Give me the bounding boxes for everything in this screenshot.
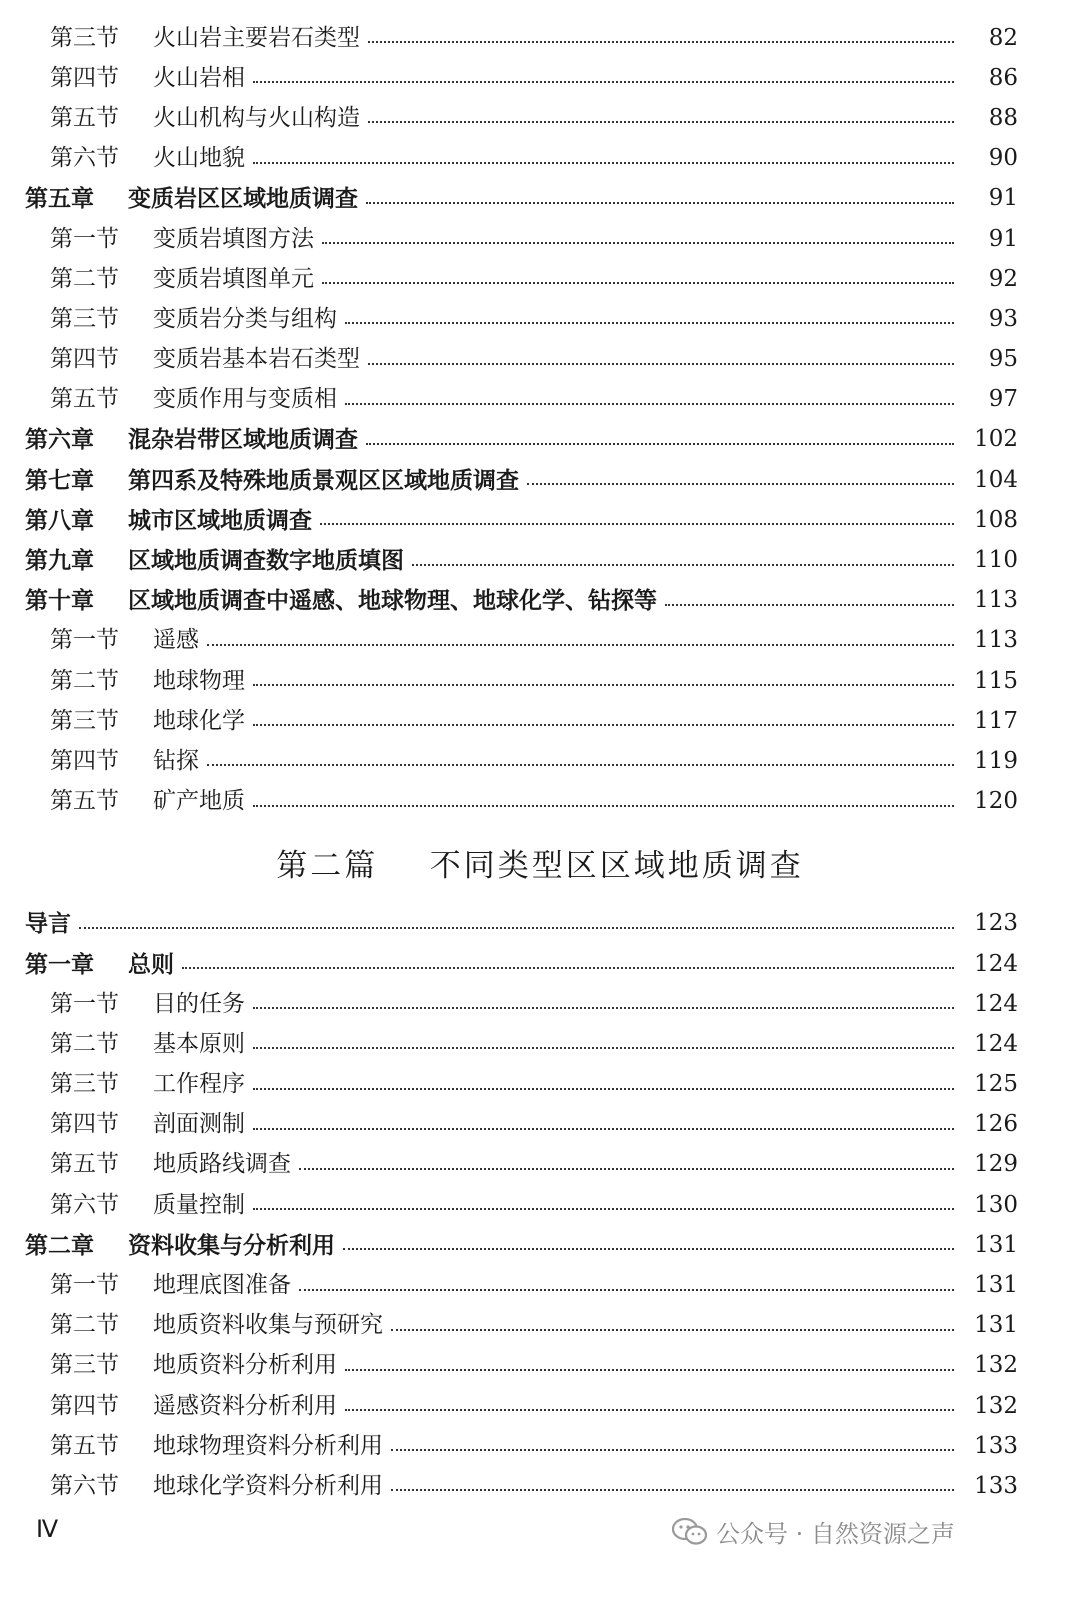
toc-entry (0, 340, 1080, 380)
toc-entry (0, 904, 1080, 944)
toc-entry-page: 119 (974, 747, 1018, 774)
part-number: 第二篇 (276, 848, 379, 885)
part-title: 不同类型区区域地质调查 (429, 848, 804, 885)
dot-leader (253, 805, 954, 807)
toc-entry (0, 98, 1080, 138)
toc-entry-page: 124 (974, 950, 1018, 977)
toc-entry-number: 第二节 (50, 265, 119, 292)
toc-entry-title: 火山岩相 (153, 64, 245, 91)
toc-entry-number: 第一节 (50, 990, 119, 1017)
toc-entry-page: 110 (974, 547, 1018, 574)
table-of-contents (0, 18, 1080, 1507)
toc-entry-title: 变质作用与变质相 (153, 386, 337, 413)
dot-leader (391, 1449, 954, 1451)
dot-leader (368, 363, 954, 365)
toc-entry-title: 地球化学资料分析利用 (153, 1472, 383, 1499)
toc-entry-number: 第一节 (50, 225, 119, 252)
dot-leader (343, 1248, 954, 1250)
toc-entry-page: 91 (988, 185, 1018, 212)
page-number: Ⅳ (36, 1517, 59, 1543)
toc-entry-number: 第一节 (50, 1272, 119, 1299)
toc-entry-page: 133 (974, 1472, 1018, 1499)
toc-entry-number: 第四节 (50, 747, 119, 774)
toc-entry (0, 299, 1080, 339)
toc-entry (0, 701, 1080, 741)
toc-entry-title: 资料收集与分析利用 (128, 1231, 335, 1259)
dot-leader (207, 644, 954, 646)
toc-entry-title: 变质岩基本岩石类型 (153, 346, 360, 373)
toc-entry-page: 132 (974, 1352, 1018, 1379)
dot-leader (345, 322, 954, 324)
toc-entry (0, 540, 1080, 580)
toc-entry-title: 区域地质调查数字地质填图 (128, 547, 404, 575)
part-heading (0, 822, 1080, 904)
toc-entry-page: 90 (988, 145, 1018, 172)
toc-entry-number: 第四节 (50, 1111, 119, 1138)
toc-entry (0, 1426, 1080, 1466)
toc-entry (0, 1225, 1080, 1265)
dot-leader (253, 162, 954, 164)
toc-entry-number: 第三节 (50, 1071, 119, 1098)
toc-entry-number: 第五节 (50, 788, 119, 815)
toc-entry-title: 工作程序 (153, 1071, 245, 1098)
dot-leader (527, 483, 954, 485)
toc-entry (0, 1065, 1080, 1105)
toc-entry-page: 117 (974, 707, 1018, 734)
dot-leader (299, 1289, 954, 1291)
toc-list-top (0, 18, 1080, 822)
toc-entry-number: 第六章 (25, 426, 94, 454)
dot-leader (391, 1489, 954, 1491)
toc-entry-page: 93 (988, 305, 1018, 332)
toc-entry (0, 1265, 1080, 1305)
dot-leader (345, 1369, 954, 1371)
toc-entry-number: 第五章 (25, 185, 94, 213)
toc-entry-title: 城市区域地质调查 (128, 506, 312, 534)
toc-entry-number: 第四节 (50, 64, 119, 91)
watermark (672, 1514, 955, 1549)
toc-entry-number: 第五节 (50, 1151, 119, 1178)
toc-entry-number: 第三节 (50, 1352, 119, 1379)
dot-leader (412, 564, 954, 566)
toc-entry-number: 第二节 (50, 1030, 119, 1057)
toc-entry-number: 第六节 (50, 1472, 119, 1499)
dot-leader (320, 523, 954, 525)
toc-entry-page: 131 (974, 1312, 1018, 1339)
toc-entry (0, 1185, 1080, 1225)
toc-entry-page: 125 (974, 1071, 1018, 1098)
dot-leader (345, 403, 954, 405)
toc-entry-title: 地球物理 (153, 667, 245, 694)
toc-entry (0, 259, 1080, 299)
toc-entry-title: 变质岩区区域地质调查 (128, 185, 358, 213)
toc-entry (0, 1105, 1080, 1145)
dot-leader (79, 927, 954, 929)
toc-entry-number: 第五节 (50, 104, 119, 131)
toc-entry (0, 139, 1080, 179)
toc-entry-page: 130 (974, 1191, 1018, 1218)
toc-entry-number: 第五节 (50, 1432, 119, 1459)
toc-entry-page: 82 (988, 24, 1018, 51)
toc-entry-number: 第二节 (50, 667, 119, 694)
toc-entry-number: 第六节 (50, 1191, 119, 1218)
toc-entry (0, 1145, 1080, 1185)
toc-entry (0, 500, 1080, 540)
toc-entry (0, 1024, 1080, 1064)
toc-entry-page: 133 (974, 1432, 1018, 1459)
dot-leader (368, 121, 954, 123)
toc-entry-title: 变质岩分类与组构 (153, 305, 337, 332)
toc-entry-number: 第三节 (50, 305, 119, 332)
toc-entry-title: 变质岩填图方法 (153, 225, 314, 252)
toc-entry-number: 第四节 (50, 346, 119, 373)
toc-entry-page: 129 (974, 1151, 1018, 1178)
toc-entry-page: 113 (974, 627, 1018, 654)
toc-entry-number: 第三节 (50, 24, 119, 51)
toc-entry-title: 地质路线调查 (153, 1151, 291, 1178)
dot-leader (253, 1007, 954, 1009)
toc-entry-number: 第八章 (25, 506, 94, 534)
toc-entry-title: 基本原则 (153, 1030, 245, 1057)
toc-entry (0, 621, 1080, 661)
toc-entry-number: 第九章 (25, 547, 94, 575)
toc-entry-title: 火山岩主要岩石类型 (153, 24, 360, 51)
toc-entry-page: 132 (974, 1392, 1018, 1419)
dot-leader (207, 764, 954, 766)
dot-leader (366, 202, 954, 204)
toc-entry-title: 地球化学 (153, 707, 245, 734)
toc-entry-number: 第十章 (25, 587, 94, 615)
dot-leader (253, 724, 954, 726)
toc-entry (0, 179, 1080, 219)
dot-leader (322, 282, 954, 284)
dot-leader (253, 684, 954, 686)
toc-entry-page: 88 (988, 104, 1018, 131)
toc-entry-number: 第五节 (50, 386, 119, 413)
toc-entry (0, 581, 1080, 621)
dot-leader (253, 1128, 954, 1130)
toc-entry-title: 地质资料分析利用 (153, 1352, 337, 1379)
toc-entry-page: 120 (974, 788, 1018, 815)
toc-entry-title: 火山地貌 (153, 145, 245, 172)
dot-leader (665, 604, 954, 606)
toc-entry-page: 104 (974, 466, 1018, 493)
toc-entry (0, 1386, 1080, 1426)
toc-entry (0, 1346, 1080, 1386)
toc-entry-title: 剖面测制 (153, 1111, 245, 1138)
toc-entry (0, 380, 1080, 420)
toc-entry-page: 113 (974, 587, 1018, 614)
toc-entry-number: 第六节 (50, 145, 119, 172)
toc-entry-page: 108 (974, 506, 1018, 533)
toc-entry-page: 131 (974, 1231, 1018, 1258)
toc-entry-number: 第四节 (50, 1392, 119, 1419)
toc-entry-title: 地球物理资料分析利用 (153, 1432, 383, 1459)
toc-entry (0, 18, 1080, 58)
toc-entry-title: 目的任务 (153, 990, 245, 1017)
toc-entry-title: 质量控制 (153, 1191, 245, 1218)
toc-entry-number: 第二章 (25, 1231, 94, 1259)
dot-leader (253, 1088, 954, 1090)
toc-entry-title: 遥感 (153, 627, 199, 654)
toc-entry-title: 火山机构与火山构造 (153, 104, 360, 131)
wechat-icon (672, 1518, 708, 1546)
toc-entry (0, 58, 1080, 98)
toc-entry-page: 124 (974, 990, 1018, 1017)
dot-leader (322, 242, 954, 244)
dot-leader (299, 1168, 954, 1170)
dot-leader (345, 1409, 954, 1411)
dot-leader (391, 1329, 954, 1331)
toc-entry (0, 741, 1080, 781)
toc-entry-title: 钻探 (153, 747, 199, 774)
dot-leader (182, 967, 954, 969)
toc-entry-page: 92 (988, 265, 1018, 292)
dot-leader (366, 443, 954, 445)
toc-entry-page: 97 (988, 386, 1018, 413)
toc-entry (0, 984, 1080, 1024)
toc-entry (0, 460, 1080, 500)
toc-entry-title: 矿产地质 (153, 788, 245, 815)
toc-entry-number: 第三节 (50, 707, 119, 734)
toc-entry-page: 123 (974, 910, 1018, 937)
toc-entry-title: 导言 (25, 910, 71, 938)
dot-leader (253, 81, 954, 83)
dot-leader (253, 1047, 954, 1049)
toc-entry-page: 102 (974, 426, 1018, 453)
toc-entry-title: 区域地质调查中遥感、地球物理、地球化学、钻探等 (128, 587, 657, 615)
toc-entry (0, 420, 1080, 460)
toc-entry-page: 126 (974, 1111, 1018, 1138)
toc-entry-title: 第四系及特殊地质景观区区域地质调查 (128, 466, 519, 494)
toc-entry-page: 95 (988, 346, 1018, 373)
toc-entry-title: 变质岩填图单元 (153, 265, 314, 292)
toc-entry (0, 219, 1080, 259)
toc-entry-page: 86 (988, 64, 1018, 91)
toc-entry-number: 第七章 (25, 466, 94, 494)
toc-entry-title: 混杂岩带区域地质调查 (128, 426, 358, 454)
toc-entry-title: 地理底图准备 (153, 1272, 291, 1299)
toc-entry (0, 944, 1080, 984)
toc-entry (0, 1306, 1080, 1346)
toc-entry-page: 115 (974, 667, 1018, 694)
dot-leader (253, 1208, 954, 1210)
toc-entry (0, 782, 1080, 822)
toc-entry-page: 131 (974, 1272, 1018, 1299)
dot-leader (368, 41, 954, 43)
toc-entry (0, 661, 1080, 701)
toc-list-bottom (0, 904, 1080, 1507)
toc-entry-number: 第一节 (50, 627, 119, 654)
toc-entry-number: 第一章 (25, 950, 94, 978)
toc-entry-title: 遥感资料分析利用 (153, 1392, 337, 1419)
toc-entry-number: 第二节 (50, 1312, 119, 1339)
watermark-text: 公众号 · 自然资源之声 (716, 1520, 955, 1548)
toc-entry-page: 124 (974, 1030, 1018, 1057)
toc-entry (0, 1466, 1080, 1506)
toc-entry-title: 总则 (128, 950, 174, 978)
toc-entry-title: 地质资料收集与预研究 (153, 1312, 383, 1339)
toc-entry-page: 91 (988, 225, 1018, 252)
